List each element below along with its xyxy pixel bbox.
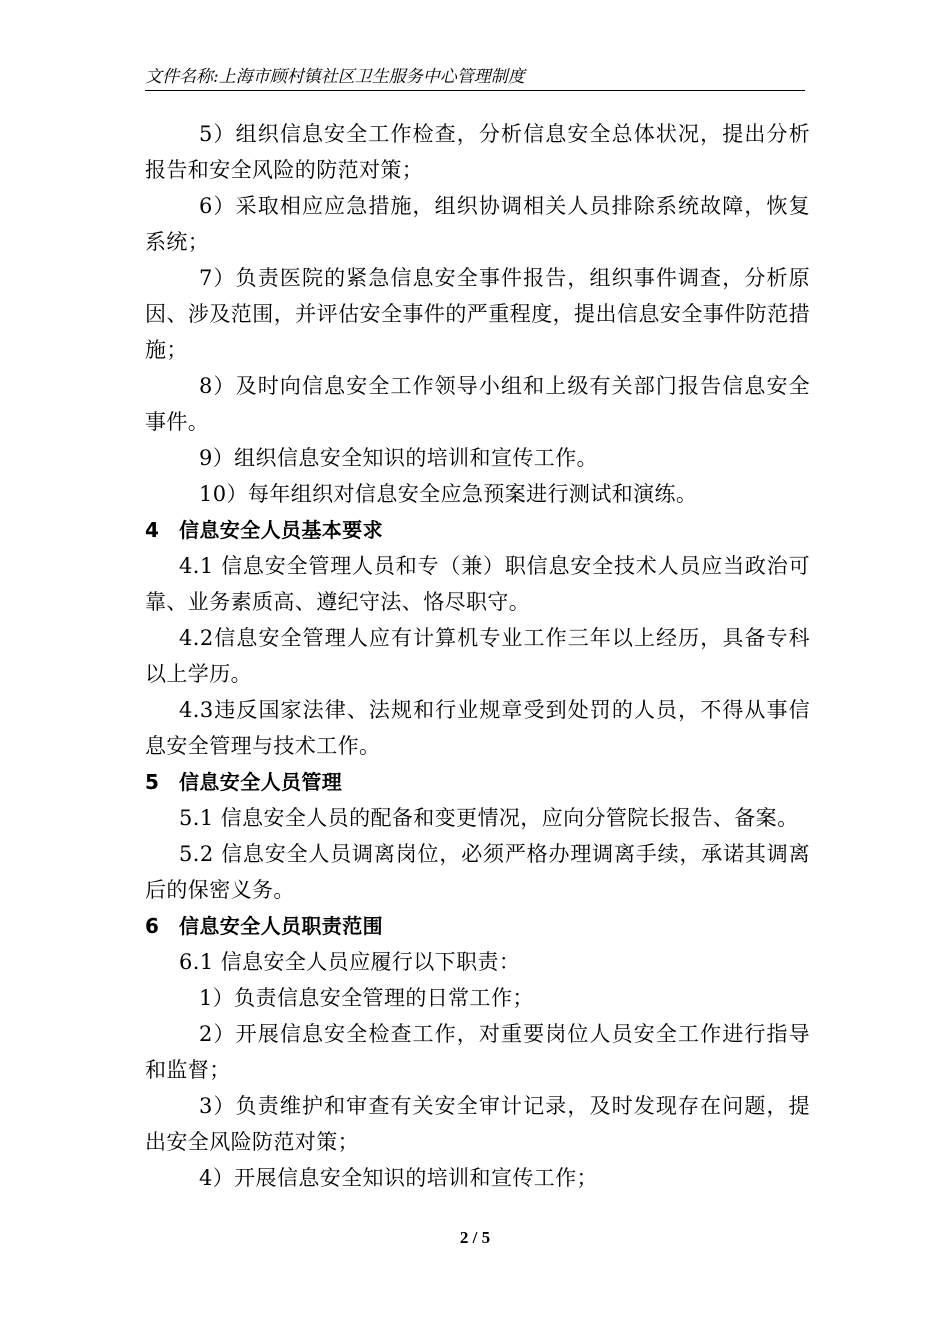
document-title: 文件名称:上海市顾村镇社区卫生服务中心管理制度 bbox=[145, 67, 525, 87]
paragraph: 10）每年组织对信息安全应急预案进行测试和演练。 bbox=[199, 482, 698, 506]
section-title: 信息安全人员职责范围 bbox=[179, 914, 383, 938]
paragraph: 6.1 信息安全人员应履行以下职责： bbox=[179, 950, 521, 974]
paragraph: 5）组织信息安全工作检查，分析信息安全总体状况，提出分析报告和安全风险的防范对策； bbox=[145, 122, 810, 182]
section-heading-4 bbox=[145, 512, 810, 548]
paragraph: 1）负责信息安全管理的日常工作； bbox=[199, 986, 534, 1010]
paragraph: 3）负责维护和审查有关安全审计记录，及时发现存在问题，提出安全风险防范对策； bbox=[145, 1094, 810, 1154]
paragraph: 7）负责医院的紧急信息安全事件报告，组织事件调查，分析原因、涉及范围，并评估安全事件的严重程度，提出信息安全事件防范措施； bbox=[145, 266, 810, 362]
page-header bbox=[145, 66, 805, 91]
section-number: 6 bbox=[145, 914, 160, 938]
paragraph: 2）开展信息安全检查工作，对重要岗位人员安全工作进行指导和监督； bbox=[145, 1022, 810, 1082]
document-body bbox=[145, 116, 810, 1196]
section-heading-5 bbox=[145, 764, 810, 800]
section-title: 信息安全人员基本要求 bbox=[179, 518, 383, 542]
page-number: 2 / 5 bbox=[459, 1228, 491, 1247]
paragraph: 8）及时向信息安全工作领导小组和上级有关部门报告信息安全事件。 bbox=[145, 374, 810, 434]
section-number: 5 bbox=[145, 770, 160, 794]
paragraph: 4.2信息安全管理人应有计算机专业工作三年以上经历，具备专科以上学历。 bbox=[145, 626, 810, 686]
section-title: 信息安全人员管理 bbox=[179, 770, 343, 794]
paragraph: 4.1 信息安全管理人员和专（兼）职信息安全技术人员应当政治可靠、业务素质高、遵纪守法、恪尽职守。 bbox=[145, 554, 810, 614]
paragraph: 4.3违反国家法律、法规和行业规章受到处罚的人员，不得从事信息安全管理与技术工作。 bbox=[145, 698, 810, 758]
section-number: 4 bbox=[145, 518, 160, 542]
paragraph: 6）采取相应应急措施，组织协调相关人员排除系统故障，恢复系统； bbox=[145, 194, 810, 254]
paragraph: 4）开展信息安全知识的培训和宣传工作； bbox=[199, 1166, 598, 1190]
section-heading-6 bbox=[145, 908, 810, 944]
paragraph: 9）组织信息安全知识的培训和宣传工作。 bbox=[199, 446, 598, 470]
paragraph: 5.2 信息安全人员调离岗位，必须严格办理调离手续，承诺其调离后的保密义务。 bbox=[145, 842, 810, 902]
paragraph: 5.1 信息安全人员的配备和变更情况，应向分管院长报告、备案。 bbox=[179, 806, 799, 830]
